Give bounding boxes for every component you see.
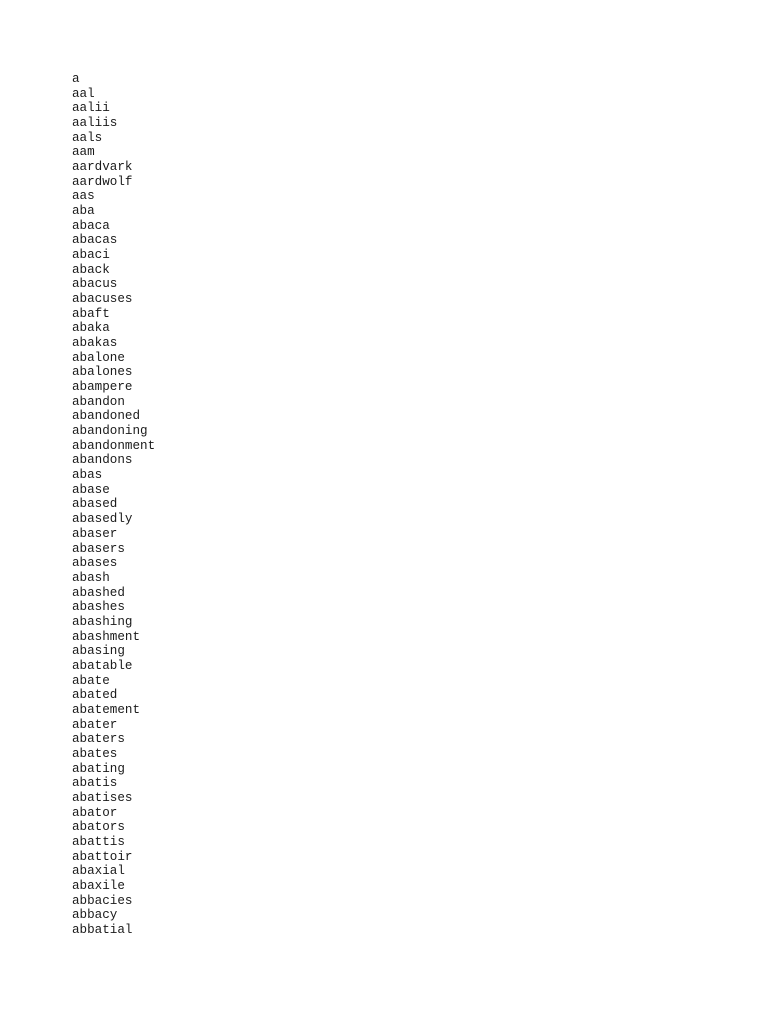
list-item: abaser [72,526,118,541]
list-item: abates [72,746,118,761]
list-item: abatises [72,790,133,805]
list-item: abbatial [72,922,133,937]
list-item: abashed [72,585,125,600]
list-item: abacuses [72,292,133,307]
list-item: abandoning [72,424,148,439]
list-item: abakas [72,336,118,351]
list-item: abaxial [72,864,125,879]
list-item: abator [72,805,118,820]
list-item: abase [72,482,110,497]
list-item: abalone [72,350,125,365]
list-item: abatement [72,702,141,717]
list-item: abatis [72,776,118,791]
list-item: abandonment [72,438,156,453]
list-item: abacus [72,277,118,292]
list-item: abasing [72,644,125,659]
list-item: abbacies [72,893,133,908]
list-item: abampere [72,380,133,395]
list-item: abbacy [72,908,118,923]
list-item: abashment [72,629,141,644]
list-item: abash [72,570,110,585]
list-item: abate [72,673,110,688]
list-item: abators [72,820,125,835]
list-item: aas [72,189,95,204]
list-item: abas [72,468,103,483]
list-item: abaft [72,306,110,321]
list-item: abaci [72,248,110,263]
list-item: aback [72,262,110,277]
list-item: aam [72,145,95,160]
list-item: abaxile [72,878,125,893]
list-item: abashing [72,614,133,629]
list-item: abattoir [72,849,133,864]
list-item: abatable [72,658,133,673]
list-item: abandon [72,394,125,409]
list-item: a [72,72,80,86]
list-item: aaliis [72,116,118,131]
list-item: abater [72,717,118,732]
list-item: abating [72,761,125,776]
list-item: abaters [72,732,125,747]
list-item: abases [72,556,118,571]
list-item: abaka [72,321,110,336]
list-item: aal [72,86,95,101]
list-item: abashes [72,600,125,615]
list-item: abasedly [72,512,133,527]
list-item: aardwolf [72,174,133,189]
list-item: abandoned [72,409,141,424]
list-item: aba [72,204,95,219]
list-item: abated [72,688,118,703]
list-item: abacas [72,233,118,248]
list-item: abaca [72,218,110,233]
list-item: aardvark [72,160,133,175]
list-item: abasers [72,541,125,556]
list-item: aalii [72,101,110,116]
list-item: abased [72,497,118,512]
word-list [72,72,155,938]
list-item: abattis [72,834,125,849]
list-item: abalones [72,365,133,380]
list-item: abandons [72,453,133,468]
list-item: aals [72,130,103,145]
